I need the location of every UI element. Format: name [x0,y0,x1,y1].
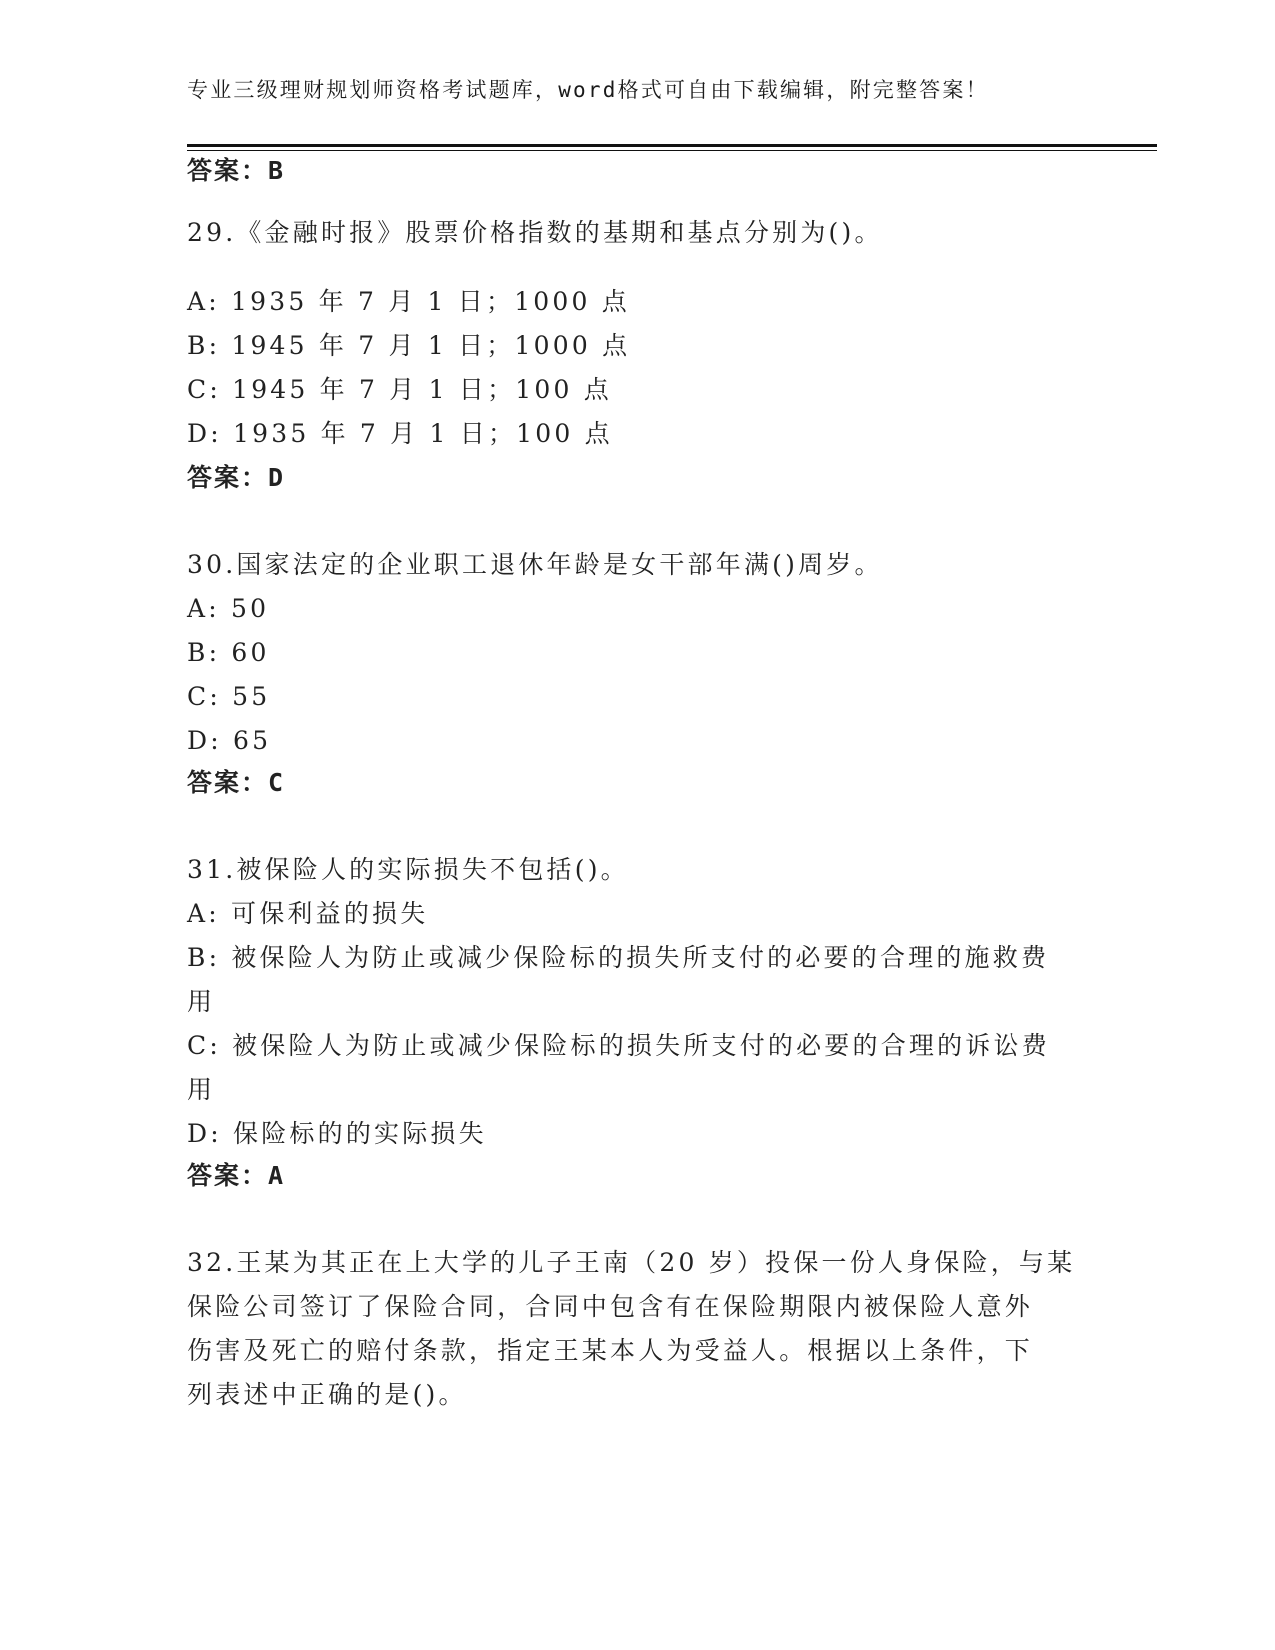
q31-option-c-cont: 用 [187,1075,216,1104]
q31-option-a: A: 可保利益的损失 [187,899,429,928]
q32-stem-line-3: 伤害及死亡的赔付条款，指定王某本人为受益人。根据以上条件，下 [187,1336,1034,1365]
q31-answer [187,1163,285,1188]
q31-option-c: C: 被保险人为防止或减少保险标的损失所支付的必要的合理的诉讼费 [187,1031,1050,1060]
q29-option-d: D: 1935 年 7 月 1 日；100 点 [187,419,613,448]
q30-stem: 30.国家法定的企业职工退休年龄是女干部年满()周岁。 [187,550,883,579]
q31-option-b-cont: 用 [187,987,216,1016]
q31-option-b: B: 被保险人为防止或减少保险标的损失所支付的必要的合理的施救费 [187,943,1050,972]
q32-stem-line-2: 保险公司签订了保险合同，合同中包含有在保险期限内被保险人意外 [187,1292,1034,1321]
answer-prefix: 答案： [187,1161,269,1190]
q30-option-d: D: 65 [187,726,272,755]
q28-answer [187,158,285,183]
q30-answer [187,770,285,795]
answer-prefix: 答案： [187,156,269,185]
header-rule-thick [187,144,1157,147]
answer-prefix: 答案： [187,463,269,492]
q29-option-c: C: 1945 年 7 月 1 日；100 点 [187,375,612,404]
q30-option-b: B: 60 [187,638,270,667]
q29-option-b: B: 1945 年 7 月 1 日；1000 点 [187,331,631,360]
q29-option-a: A: 1935 年 7 月 1 日；1000 点 [187,287,630,316]
q29-answer [187,465,285,490]
answer-value: A [268,1161,286,1190]
q31-option-d: D: 保险标的的实际损失 [187,1119,487,1148]
header-rule-thin [187,150,1157,151]
q30-option-c: C: 55 [187,682,271,711]
q32-stem-line-1: 32.王某为其正在上大学的儿子王南（20 岁）投保一份人身保险，与某 [187,1248,1076,1277]
q29-stem: 29.《金融时报》股票价格指数的基期和基点分别为()。 [187,218,883,247]
answer-prefix: 答案： [187,768,269,797]
answer-value: B [268,156,286,185]
answer-value: C [268,768,286,797]
q30-option-a: A: 50 [187,594,270,623]
q32-stem-line-4: 列表述中正确的是()。 [187,1380,467,1409]
page-header: 专业三级理财规划师资格考试题库，word格式可自由下载编辑，附完整答案！ [187,78,989,102]
answer-value: D [268,463,286,492]
q31-stem: 31.被保险人的实际损失不包括()。 [187,855,629,884]
